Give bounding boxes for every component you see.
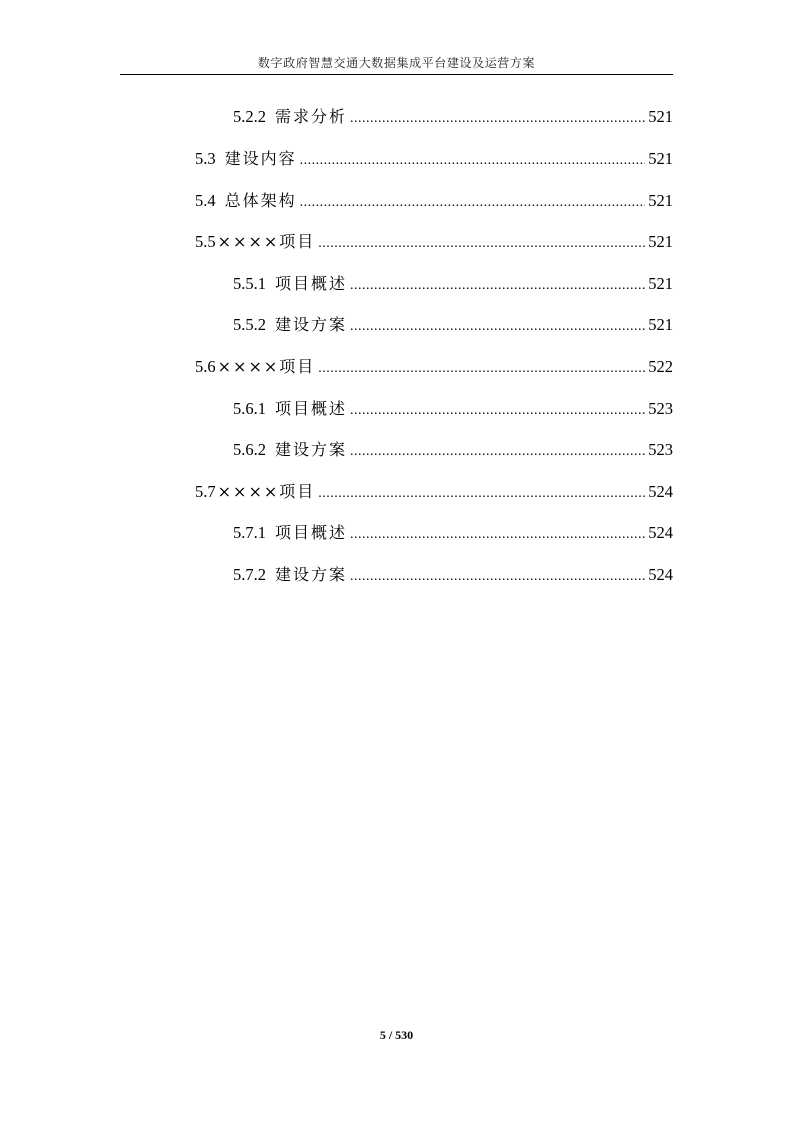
toc-entry[interactable] <box>233 104 673 130</box>
toc-dot-leader <box>318 231 645 257</box>
running-header: 数字政府智慧交通大数据集成平台建设及运营方案 <box>257 56 536 70</box>
toc-entry-title: ××××项目 <box>217 482 316 501</box>
toc-entry[interactable] <box>233 312 673 338</box>
toc-dot-leader <box>350 106 645 132</box>
toc-entry-page: 521 <box>648 149 673 168</box>
toc-entry[interactable] <box>195 146 673 172</box>
toc-entry-number: 5.7.1 <box>233 523 266 542</box>
toc-dot-leader <box>350 398 645 424</box>
toc-entry-page: 521 <box>648 315 673 334</box>
toc-entry[interactable] <box>233 396 673 422</box>
toc-entry[interactable] <box>233 562 673 588</box>
toc-dot-leader <box>300 148 646 174</box>
toc-entry-number: 5.4 <box>195 191 216 210</box>
toc-dot-leader <box>350 564 645 590</box>
toc-entry-page: 523 <box>648 440 673 459</box>
toc-dot-leader <box>350 314 645 340</box>
page-number: 5 / 530 <box>379 1028 414 1042</box>
toc-entry-number: 5.5 <box>195 232 216 251</box>
toc-entry-number: 5.6.1 <box>233 399 266 418</box>
toc-entry-page: 524 <box>648 482 673 501</box>
toc-entry[interactable] <box>233 437 673 463</box>
toc-dot-leader <box>318 356 645 382</box>
toc-entry-title: 需求分析 <box>275 107 348 126</box>
toc-dot-leader <box>350 273 645 299</box>
toc-entry-title: 建设方案 <box>275 315 348 334</box>
toc-entry-page: 522 <box>648 357 673 376</box>
toc-entry-number: 5.5.2 <box>233 315 266 334</box>
toc-entry-number: 5.2.2 <box>233 107 266 126</box>
toc-entry-title: 项目概述 <box>275 274 348 293</box>
toc-entry-title: 建设内容 <box>224 149 297 168</box>
toc-entry[interactable] <box>233 520 673 546</box>
toc-entry-page: 523 <box>648 399 673 418</box>
toc-entry[interactable] <box>233 271 673 297</box>
toc-entry-title: 总体架构 <box>224 191 297 210</box>
toc-dot-leader <box>350 439 645 465</box>
header-rule <box>120 74 673 75</box>
toc-entry[interactable] <box>195 354 673 380</box>
toc-entry-number: 5.6.2 <box>233 440 266 459</box>
toc-entry-number: 5.7.2 <box>233 565 266 584</box>
toc-dot-leader <box>300 190 646 216</box>
toc-entry-page: 524 <box>648 565 673 584</box>
toc-entry-page: 524 <box>648 523 673 542</box>
toc-entry-page: 521 <box>648 232 673 251</box>
toc-entry-page: 521 <box>648 107 673 126</box>
toc-entry-number: 5.6 <box>195 357 216 376</box>
toc-dot-leader <box>350 522 645 548</box>
toc-entry[interactable] <box>195 229 673 255</box>
toc-entry-page: 521 <box>648 274 673 293</box>
toc-entry-title: 建设方案 <box>275 440 348 459</box>
toc-dot-leader <box>318 481 645 507</box>
toc-entry-title: 建设方案 <box>275 565 348 584</box>
toc-entry-number: 5.3 <box>195 149 216 168</box>
toc-entry-title: ××××项目 <box>217 232 316 251</box>
toc-entry[interactable] <box>195 479 673 505</box>
toc-entry-page: 521 <box>648 191 673 210</box>
toc-entry-number: 5.7 <box>195 482 216 501</box>
toc-entry-title: 项目概述 <box>275 523 348 542</box>
toc-entry-title: 项目概述 <box>275 399 348 418</box>
toc-entry-number: 5.5.1 <box>233 274 266 293</box>
toc-entry-title: ××××项目 <box>217 357 316 376</box>
toc-entry[interactable] <box>195 188 673 214</box>
